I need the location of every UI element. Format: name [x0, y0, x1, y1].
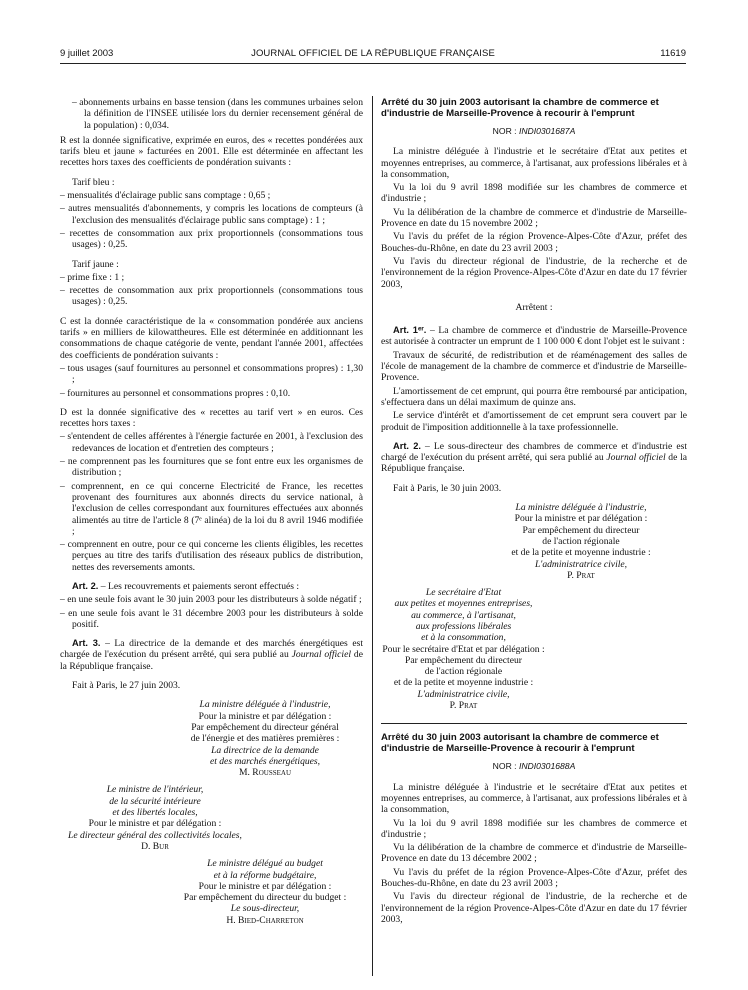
paragraph: Vu la délibération de la chambre de commerce et d'industrie de Marseille-Provence en date du 13 décembre 2002 ; [381, 842, 687, 865]
article-label: Art. 2. [72, 580, 99, 591]
signatory-name: P. Prat [567, 569, 595, 581]
article-label: Art. 3. [72, 638, 101, 649]
page-header [60, 46, 686, 62]
paragraph: Vu l'avis du préfet de la région Provence-Alpes-Côte d'Azur, préfet des Bouches-du-Rhône, en date du 23 avril 2003 ; [381, 231, 687, 254]
list-item: – recettes de consommation aux prix proportionnels (consommations tous usages) : 0,25. [60, 285, 363, 308]
signature-block: La ministre déléguée à l'industrie, Pour la ministre et par délégation : Par empêchement du directeur de l'action régionale et de la petite et moyenne industrie : L'administratrice civile, P. Prat [481, 502, 681, 581]
paragraph: La ministre déléguée à l'industrie et le secrétaire d'Etat aux petites et moyennes entreprises, au commerce, à l'artisanat, aux professions libérales et à la consommation, [381, 781, 687, 816]
column-separator [372, 96, 373, 976]
signing-place-date: Fait à Paris, le 30 juin 2003. [393, 482, 502, 494]
paragraph: C est la donnée caractéristique de la « consommation pondérée aux anciens tarifs » en milliers de kilowattheures. Elle est déterminée en additionnant les consommations de chaque catégorie de vente, pendant l'année 2001, affectées des coefficients de pondération suivants : [60, 315, 363, 361]
page-number: 11619 [660, 48, 686, 59]
paragraph: Vu la loi du 9 avril 1898 modifiée sur les chambres de commerce et d'industrie ; [381, 817, 687, 840]
paragraph: Travaux de sécurité, de redistribution et de réaménagement des salles de l'école de management de la chambre de commerce et d'industrie de Marseille-Provence. [381, 349, 687, 384]
paragraph: La ministre déléguée à l'industrie et le secrétaire d'Etat aux petites et moyennes entreprises, au commerce, à l'artisanat, aux professions libérales et à la consommation, [381, 146, 687, 180]
right-column [381, 97, 687, 927]
paragraph: Vu l'avis du préfet de la région Provence-Alpes-Côte d'Azur, préfet des Bouches-du-Rhône, en date du 23 avril 2003 ; [381, 866, 687, 890]
journal-title: JOURNAL OFFICIEL DE LA RÉPUBLIQUE FRANÇAISE [251, 48, 495, 59]
paragraph: R est la donnée significative, exprimée en euros, des « recettes pondérées aux tarifs bleu et jaune » facturées en 2001. Elle est déterminée en affectant les recettes hors taxes des coefficients de pondération suivants : [60, 134, 363, 169]
paragraph: L'amortissement de cet emprunt, qui pourra être remboursé par anticipation, s'effectuera dans un délai maximum de quinze ans. [381, 385, 687, 408]
list-item: – mensualités d'éclairage public sans comptage : 0,65 ; [60, 190, 271, 202]
signature-block: Le secrétaire d'Etat aux petites et moyennes entreprises, au commerce, à l'artisanat, aux professions libérales et à la consommation, Pour le secrétaire d'Etat et par délégation : Par empêchement du directeur de l'action régionale et de la petite et moyenne industrie : L'administratrice civile, P. Prat [382, 587, 545, 712]
nor-reference: NOR : INDI0301688A [492, 761, 576, 772]
tariff-heading: Tarif jaune : [72, 258, 119, 270]
list-item: – prime fixe : 1 ; [60, 271, 125, 283]
paragraph: Vu la délibération de la chambre de commerce et d'industrie de Marseille-Provence en date du 15 novembre 2002 ; [381, 206, 687, 230]
issue-date: 9 juillet 2003 [60, 48, 114, 59]
nor-reference: NOR : INDI0301687A [492, 126, 576, 136]
signatory-name: P. Prat [449, 700, 478, 712]
paragraph: – abonnements urbains en basse tension (dans les communes urbaines selon la définition de l'INSEE utilisée lors du dernier recensement général de la population) : 0,034. [72, 97, 363, 131]
article-label: Art. 1ᵉʳ. [393, 325, 427, 336]
signature-block: Le ministre de l'intérieur, de la sécurité intérieure et des libertés locales, Pour le ministre et par délégation : Le directeur général des collectivités locales, D. Bur [60, 784, 250, 852]
paragraph: Vu l'avis du directeur régional de l'industrie, de la recherche et de l'environnement de la région Provence-Alpes-Côte d'Azur en date du 17 février 2003, [381, 255, 687, 290]
paragraph: D est la donnée significative des « recettes au tarif vert » en euros. Ces recettes hors taxes : [60, 406, 363, 430]
list-item: – tous usages (sauf fournitures au personnel et consommations propres) : 1,30 ; [60, 362, 363, 386]
left-column [60, 97, 363, 926]
list-item: – en une seule fois avant le 31 décembre 2003 pour les distributeurs à solde positif. [60, 607, 363, 630]
list-item: – ne comprennent pas les fournitures que se font entre eux les organismes de distribution ; [60, 456, 363, 479]
list-item: – autres mensualités d'abonnements, y compris les locations de compteurs (à l'exclusion des mensualités d'éclairage public sans comptage) : 1 ; [60, 203, 363, 226]
header-rule [60, 63, 686, 64]
signature-block: Le ministre délégué au budget et à la réforme budgétaire, Pour le ministre et par délégation : Par empêchement du directeur du budget : Le sous-directeur, H. Bied-Charreton [160, 858, 370, 926]
decree-title: Arrêté du 30 juin 2003 autorisant la chambre de commerce et d'industrie de Marseille-Provence à recourir à l'emprunt [381, 97, 659, 119]
list-item: – recettes de consommation aux prix proportionnels (consommations tous usages) : 0,25. [60, 227, 363, 251]
list-item: – comprennent en outre, pour ce qui concerne les clients éligibles, les recettes perçues au titre des tarifs d'utilisation des réseaux publics de distribution, nettes des reversements amonts. [60, 539, 363, 573]
list-item: – comprennent, en ce qui concerne Electricité de France, les recettes provenant des fournitures aux abonnés directs du service national, à l'exclusion de celles correspondant aux fournitures effectuées aux abonnés alimentés au titre de l'article 8 (7ᵉ alinéa) de la loi du 8 avril 1946 modifiée ; [60, 480, 363, 537]
list-item: – s'entendent de celles afférentes à l'énergie facturée en 2001, à l'exclusion des redevances de location et d'entretien des compteurs ; [60, 431, 363, 454]
paragraph: Le service d'intérêt et d'amortissement de cet emprunt sera couvert par le produit de l'imposition additionnelle à la taxe professionnelle. [381, 410, 687, 433]
paragraph: Vu la loi du 9 avril 1898 modifiée sur les chambres de commerce et d'industrie ; [381, 182, 687, 205]
signing-place-date: Fait à Paris, le 27 juin 2003. [72, 680, 181, 692]
signature-block: La ministre déléguée à l'industrie, Pour la ministre et par délégation : Par empêchement du directeur général de l'énergie et des matières premières : La directrice de la demande et des marchés énergétiques, M. Rousseau [160, 699, 370, 778]
signatory-name: D. Bur [141, 840, 169, 852]
article-2: Art. 2. – Les recouvrements et paiements seront effectués : [72, 580, 300, 592]
list-item: – en une seule fois avant le 30 juin 2003 pour les distributeurs à solde négatif ; [60, 594, 362, 606]
section-divider [381, 723, 687, 724]
list-item: – fournitures au personnel et consommations propres : 0,10. [60, 387, 291, 399]
signatory-name: H. Bied-Charreton [226, 914, 304, 926]
article-label: Art. 2. [393, 440, 421, 451]
decree-title: Arrêté du 30 juin 2003 autorisant la chambre de commerce et d'industrie de Marseille-Provence à recourir à l'emprunt [381, 732, 659, 755]
article-3: Art. 3. – La directrice de la demande et des marchés énergétiques est chargée de l'exécution du présent arrêté, qui sera publié au Journal officiel de la République française. [60, 638, 363, 672]
arretent-heading: Arrêtent : [515, 301, 553, 313]
paragraph: Vu l'avis du directeur régional de l'industrie, de la recherche et de l'environnement de la région Provence-Alpes-Côte d'Azur en date du 17 février 2003, [381, 891, 687, 925]
signatory-name: M. Rousseau [238, 767, 291, 779]
tariff-heading: Tarif bleu : [72, 176, 115, 188]
article-1: Art. 1ᵉʳ. – La chambre de commerce et d'industrie de Marseille-Provence est autorisée à contracter un emprunt de 1 100 000 € dont l'objet est le suivant : [381, 325, 688, 348]
article-2: Art. 2. – Le sous-directeur des chambres de commerce et d'industrie est chargé de l'exécution du présent arrêté, qui sera publié au Journal officiel de la République française. [381, 440, 687, 475]
